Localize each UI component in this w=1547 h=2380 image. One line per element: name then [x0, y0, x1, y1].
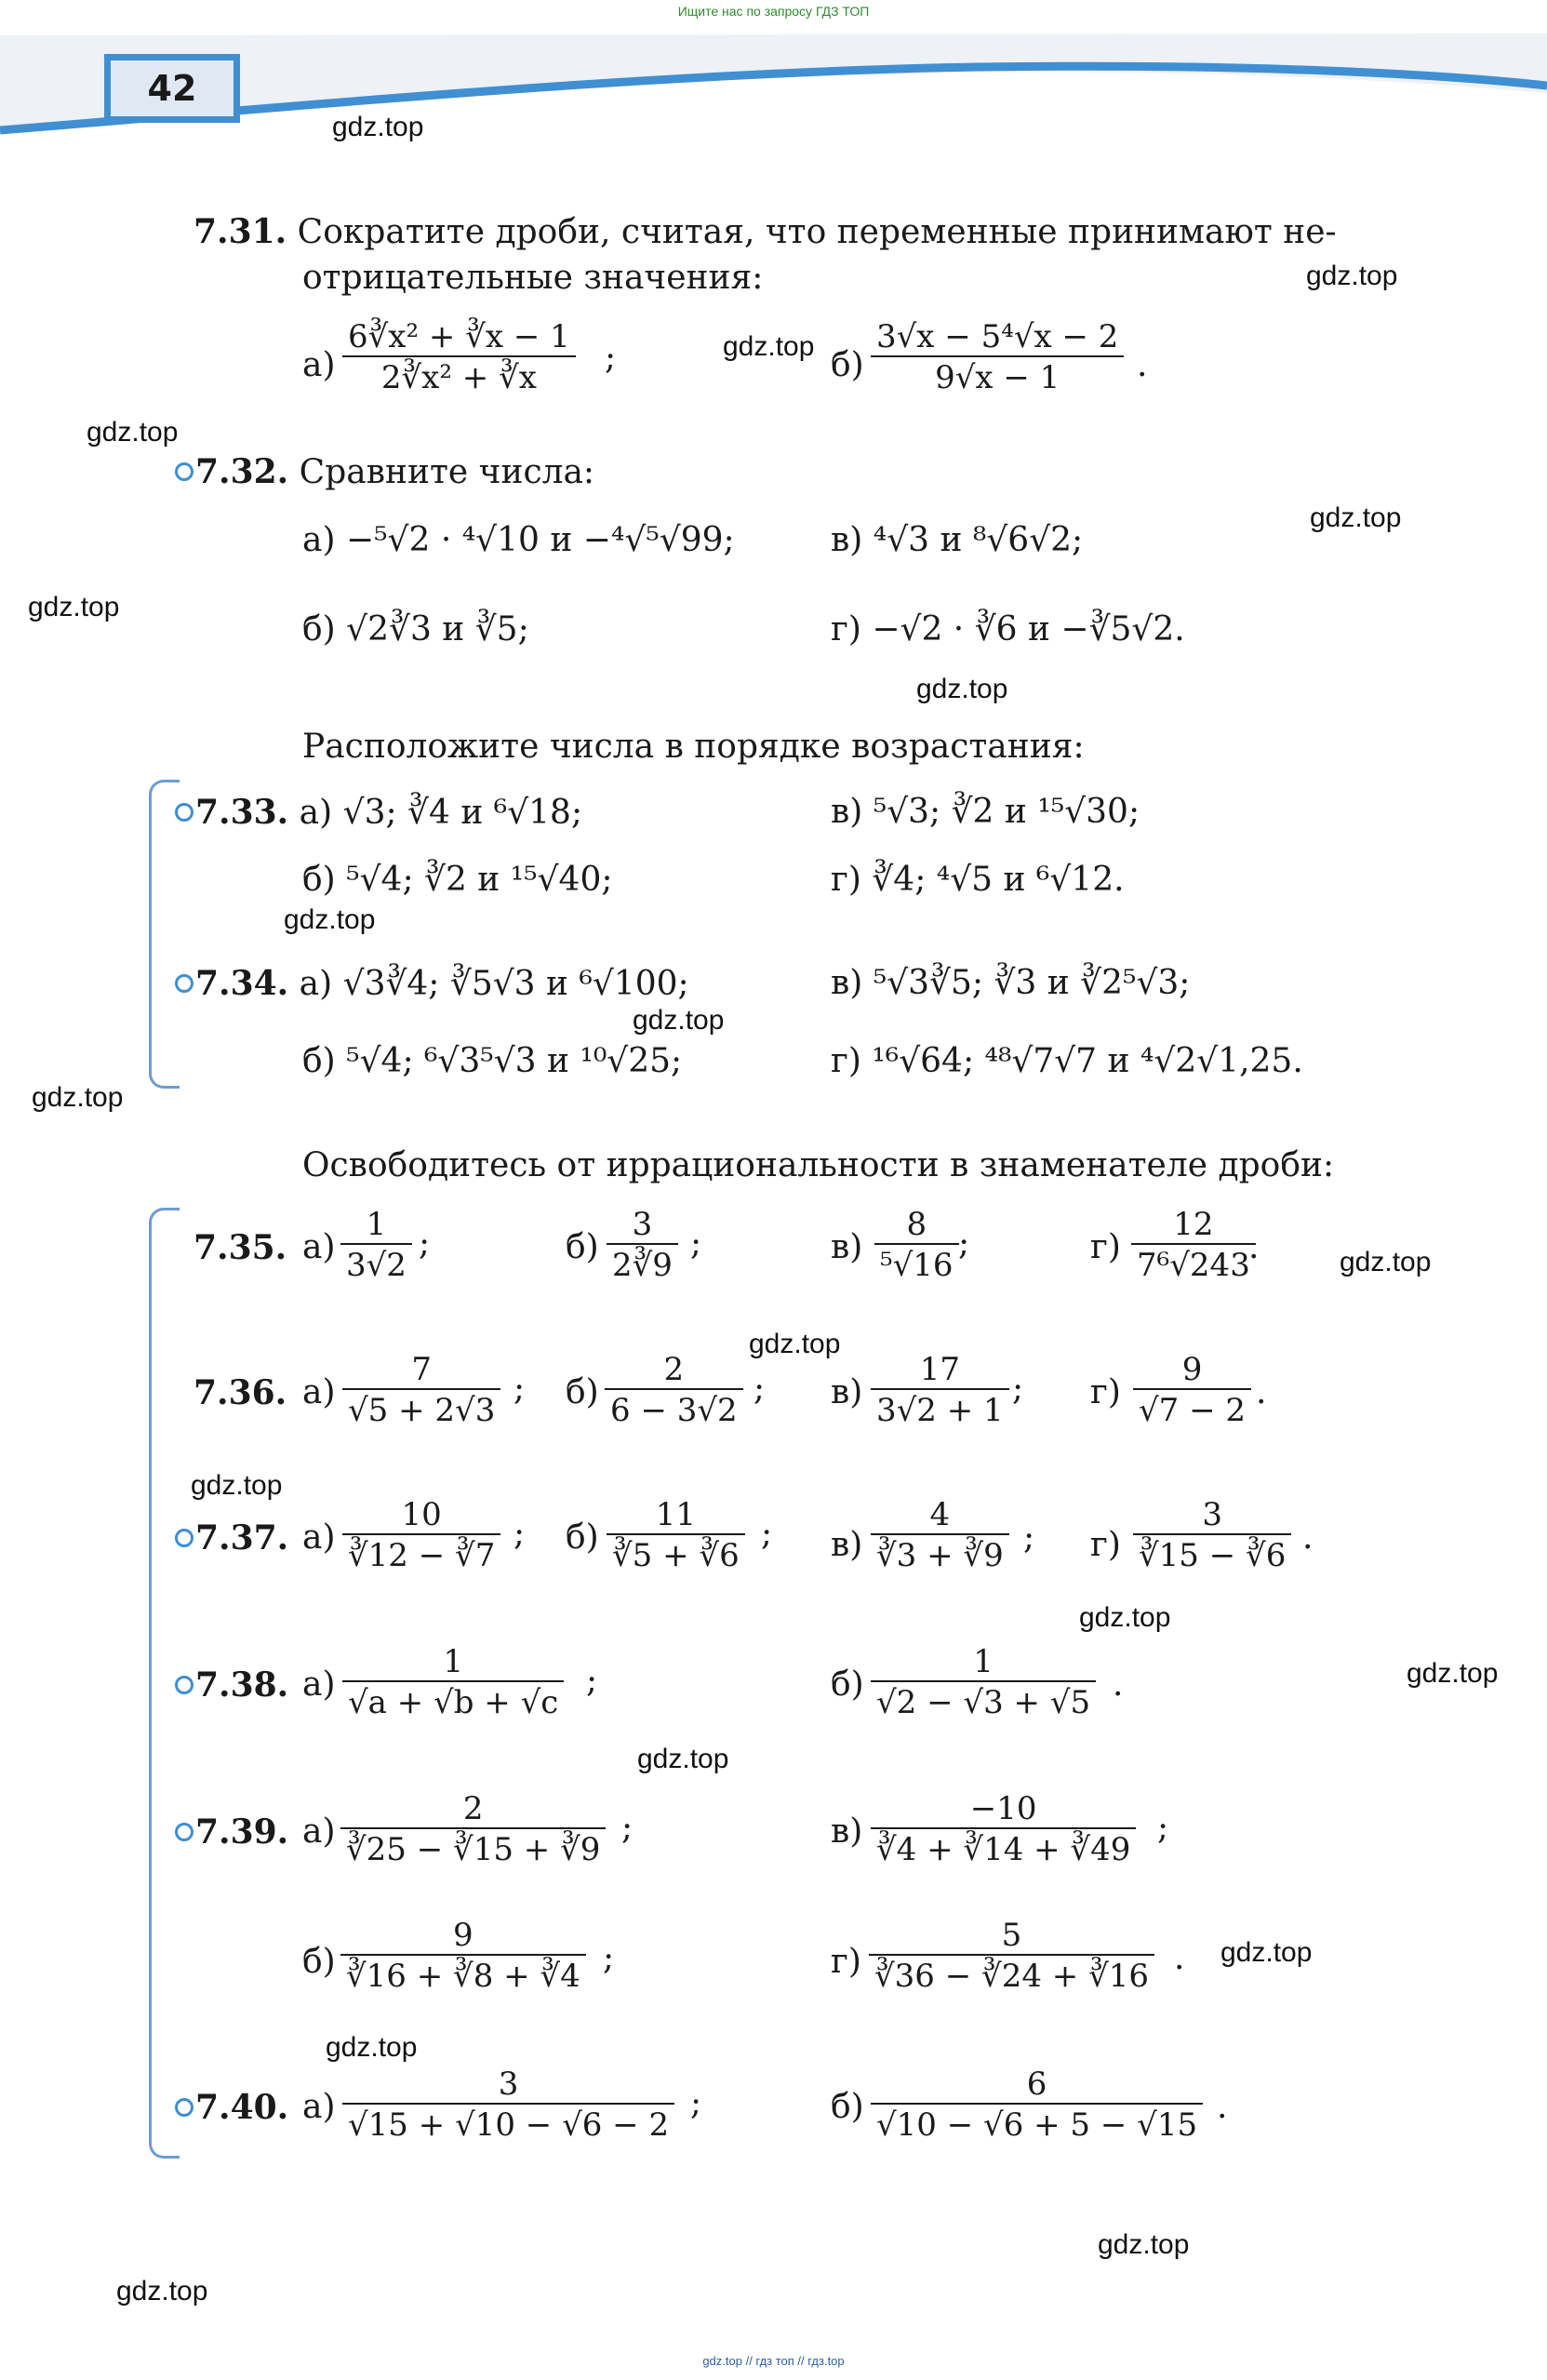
punct: ; — [605, 339, 617, 377]
fraction — [1131, 1206, 1256, 1284]
problem-number: 7.34. — [195, 964, 289, 1003]
fraction — [342, 1496, 500, 1574]
item-label: а) — [302, 1665, 336, 1704]
item-label: г) — [1090, 1526, 1121, 1564]
punct: ; — [958, 1224, 970, 1263]
item-label: б) — [566, 1373, 599, 1411]
item-label: б) — [302, 1943, 336, 1981]
watermark: gdz.top — [1220, 1937, 1313, 1968]
item-v: в) ⁴√3 и ⁸√6√2; — [831, 521, 1084, 559]
problem-7-40 — [175, 2088, 288, 2127]
problem-statement-cont: отрицательные значения: — [302, 259, 764, 297]
punct: ; — [1157, 1809, 1169, 1847]
punct: ; — [690, 2084, 702, 2122]
denominator: 9√x − 1 — [871, 355, 1124, 396]
top-note: Ищите нас по запросу ГДЗ ТОП — [677, 4, 870, 19]
denominator: ∛15 − ∛6 — [1133, 1533, 1291, 1574]
item-label: а) — [302, 2088, 336, 2126]
fraction — [871, 1790, 1136, 1868]
denominator: 2∛x² + ∛x — [342, 355, 576, 396]
watermark: gdz.top — [284, 904, 376, 935]
problem-number: 7.35. — [193, 1228, 287, 1267]
watermark: gdz.top — [749, 1329, 841, 1359]
denominator: √5 + 2√3 — [342, 1388, 500, 1429]
denominator: ⁵√16 — [874, 1243, 959, 1284]
fraction — [869, 1917, 1154, 1995]
numerator: 2 — [663, 1351, 685, 1388]
watermark: gdz.top — [1098, 2229, 1190, 2260]
circle-icon — [175, 1676, 193, 1694]
circle-icon — [175, 1529, 193, 1547]
problem-number: 7.38. — [195, 1665, 289, 1705]
denominator: ∛5 + ∛6 — [607, 1533, 745, 1574]
numerator: 1 — [366, 1206, 387, 1243]
watermark: gdz.top — [28, 592, 120, 622]
problem-number: 7.40. — [195, 2088, 289, 2127]
circle-icon — [175, 2098, 193, 2117]
watermark: gdz.top — [1340, 1247, 1432, 1277]
numerator: 11 — [655, 1496, 696, 1533]
fraction — [871, 1643, 1096, 1721]
item-label: г) — [831, 1943, 861, 1981]
item-label: б) — [831, 1665, 864, 1704]
problem-7-35 — [193, 1228, 287, 1267]
problem-statement: Сравните числа: — [299, 453, 595, 491]
problem-statement: Сократите дроби, считая, что переменные принимают не- — [297, 213, 1337, 251]
denominator: ∛16 + ∛8 + ∛4 — [340, 1954, 586, 1995]
watermark: gdz.top — [916, 674, 1008, 704]
fraction — [340, 1790, 606, 1868]
denominator: 7⁶√243 — [1131, 1243, 1256, 1284]
item-label: г) — [1090, 1373, 1121, 1411]
punct: ; — [586, 1662, 598, 1700]
problem-number: 7.32. — [195, 452, 289, 491]
denominator: 3√2 — [340, 1243, 412, 1284]
watermark: gdz.top — [1407, 1658, 1499, 1689]
problem-number: 7.33. — [195, 793, 289, 832]
problem-7-33-a — [175, 793, 582, 832]
item-label: а) — [302, 1812, 336, 1851]
numerator: 3 — [1202, 1496, 1222, 1533]
item-label: б) — [831, 2088, 864, 2126]
problem-number: 7.36. — [193, 1373, 287, 1412]
watermark: gdz.top — [326, 2032, 418, 2063]
numerator: 1 — [443, 1643, 463, 1680]
problem-7-31-text — [193, 212, 1337, 251]
item-label: б) — [831, 346, 864, 384]
punct: . — [1137, 346, 1148, 384]
punct: ; — [753, 1370, 766, 1408]
punct: ; — [513, 1515, 526, 1553]
section-heading: Освободитесь от иррациональности в знаменателе дроби: — [302, 1146, 1335, 1184]
watermark: gdz.top — [116, 2276, 208, 2306]
fraction — [871, 1496, 1009, 1574]
denominator: 6 − 3√2 — [605, 1388, 743, 1429]
numerator: 17 — [919, 1351, 960, 1388]
item-v: в) ⁵√3; ∛2 и ¹⁵√30; — [831, 793, 1140, 831]
item-a: а) √3∛4; ∛5√3 и ⁶√100; — [299, 965, 689, 1003]
punct: . — [1113, 1665, 1124, 1704]
fraction — [342, 1351, 500, 1429]
denominator: √15 + √10 − √6 − 2 — [342, 2103, 674, 2144]
denominator: ∛3 + ∛9 — [871, 1533, 1009, 1574]
item-g: г) ∛4; ⁴√5 и ⁶√12. — [831, 861, 1125, 899]
punct: ; — [419, 1224, 431, 1263]
denominator: 3√2 + 1 — [871, 1388, 1009, 1429]
numerator: 3√x − 5⁴√x − 2 — [876, 318, 1119, 355]
denominator: √7 − 2 — [1133, 1388, 1251, 1429]
watermark: gdz.top — [1306, 261, 1398, 291]
numerator: 3 — [632, 1206, 653, 1243]
item-label: в) — [831, 1228, 863, 1266]
numerator: 1 — [973, 1643, 994, 1680]
circle-icon — [175, 462, 193, 481]
watermark: gdz.top — [633, 1005, 725, 1036]
fraction — [340, 1917, 586, 1995]
item-b: б) ⁵√4; ⁶√3⁵√3 и ¹⁰√25; — [302, 1042, 683, 1080]
problem-number: 7.31. — [193, 212, 287, 251]
numerator: 4 — [929, 1496, 951, 1533]
denominator: ∛36 − ∛24 + ∛16 — [869, 1954, 1154, 1995]
fraction — [871, 1351, 1009, 1429]
numerator: 9 — [453, 1917, 473, 1954]
item-g: г) −√2 · ∛6 и −∛5√2. — [831, 610, 1185, 648]
item-label: а) — [302, 1518, 336, 1557]
problem-7-39 — [175, 1812, 288, 1852]
item-v: в) ⁵√3∛5; ∛3 и ∛2⁵√3; — [831, 964, 1191, 1002]
denominator: √10 − √6 + 5 − √15 — [871, 2103, 1203, 2144]
punct: ; — [761, 1515, 773, 1553]
fraction — [607, 1206, 678, 1284]
problem-7-36 — [193, 1373, 287, 1412]
problem-number: 7.37. — [195, 1518, 289, 1558]
numerator: 7 — [411, 1351, 432, 1388]
item-a: а) √3; ∛4 и ⁶√18; — [299, 794, 583, 832]
fraction — [605, 1351, 743, 1429]
watermark: gdz.top — [332, 112, 424, 142]
numerator: 6 — [1026, 2066, 1047, 2103]
numerator: 9 — [1181, 1351, 1203, 1388]
circle-icon — [175, 974, 193, 993]
problem-7-34-a — [175, 964, 689, 1003]
denominator: ∛12 − ∛7 — [342, 1533, 500, 1574]
numerator: 3 — [498, 2066, 519, 2103]
fraction — [871, 2066, 1203, 2144]
punct: . — [1217, 2088, 1228, 2126]
item-a: а) −⁵√2 · ⁴√10 и −⁴√⁵√99; — [302, 521, 735, 559]
fraction — [1133, 1351, 1251, 1429]
fraction — [874, 1206, 959, 1284]
circle-icon — [175, 803, 193, 822]
fraction — [342, 1643, 564, 1721]
denominator: √a + √b + √c — [342, 1680, 564, 1721]
item-label: б) — [566, 1518, 599, 1557]
punct: ; — [1012, 1370, 1024, 1408]
item-label: а) — [302, 1373, 336, 1411]
punct: . — [1256, 1373, 1267, 1411]
section-heading: Расположите числа в порядке возрастания: — [302, 728, 1085, 766]
punct: ; — [603, 1939, 615, 1977]
item-label: г) — [1090, 1228, 1121, 1266]
item-label: а) — [302, 346, 336, 384]
punct: ; — [1023, 1518, 1035, 1557]
problem-number: 7.39. — [195, 1812, 289, 1852]
item-b: б) ⁵√4; ∛2 и ¹⁵√40; — [302, 861, 613, 899]
numerator: 8 — [906, 1206, 927, 1243]
fraction — [871, 318, 1124, 396]
watermark: gdz.top — [1079, 1602, 1171, 1633]
item-label: в) — [831, 1812, 863, 1851]
problem-7-32-text — [175, 452, 594, 491]
watermark: gdz.top — [191, 1470, 283, 1501]
punct: ; — [513, 1370, 526, 1408]
watermark: gdz.top — [32, 1082, 124, 1113]
item-label: в) — [831, 1526, 863, 1564]
watermark: gdz.top — [87, 417, 179, 448]
numerator: 10 — [401, 1496, 442, 1533]
numerator: 6∛x² + ∛x − 1 — [348, 318, 570, 355]
numerator: 2 — [462, 1790, 484, 1827]
denominator: ∛25 − ∛15 + ∛9 — [340, 1827, 606, 1868]
fraction — [342, 318, 576, 396]
punct: . — [1248, 1228, 1260, 1266]
punct: ; — [690, 1224, 702, 1263]
watermark: gdz.top — [723, 331, 815, 362]
item-label: б) — [566, 1228, 599, 1266]
denominator: √2 − √3 + √5 — [871, 1680, 1096, 1721]
denominator: ∛4 + ∛14 + ∛49 — [871, 1827, 1136, 1868]
item-g: г) ¹⁶√64; ⁴⁸√7√7 и ⁴√2√1,25. — [831, 1042, 1303, 1080]
item-label: а) — [302, 1228, 336, 1266]
watermark: gdz.top — [637, 1744, 729, 1774]
bottom-note: gdz.top // гдз топ // гдз.top — [702, 2354, 845, 2368]
fraction — [607, 1496, 745, 1574]
circle-icon — [175, 1823, 193, 1841]
fraction — [340, 1206, 412, 1284]
fraction — [342, 2066, 674, 2144]
denominator: 2∛9 — [607, 1243, 678, 1284]
item-label: в) — [831, 1373, 863, 1411]
item-b: б) √2∛3 и ∛5; — [302, 610, 529, 648]
page-number: 42 — [104, 54, 240, 123]
punct: . — [1174, 1939, 1185, 1977]
numerator: 12 — [1173, 1206, 1214, 1243]
punct: ; — [621, 1809, 633, 1847]
numerator: 5 — [1001, 1917, 1022, 1954]
punct: . — [1302, 1518, 1314, 1557]
watermark: gdz.top — [1310, 502, 1402, 533]
problem-7-38 — [175, 1665, 288, 1705]
problem-7-37 — [175, 1518, 288, 1558]
fraction — [1133, 1496, 1291, 1574]
numerator: −10 — [969, 1790, 1037, 1827]
